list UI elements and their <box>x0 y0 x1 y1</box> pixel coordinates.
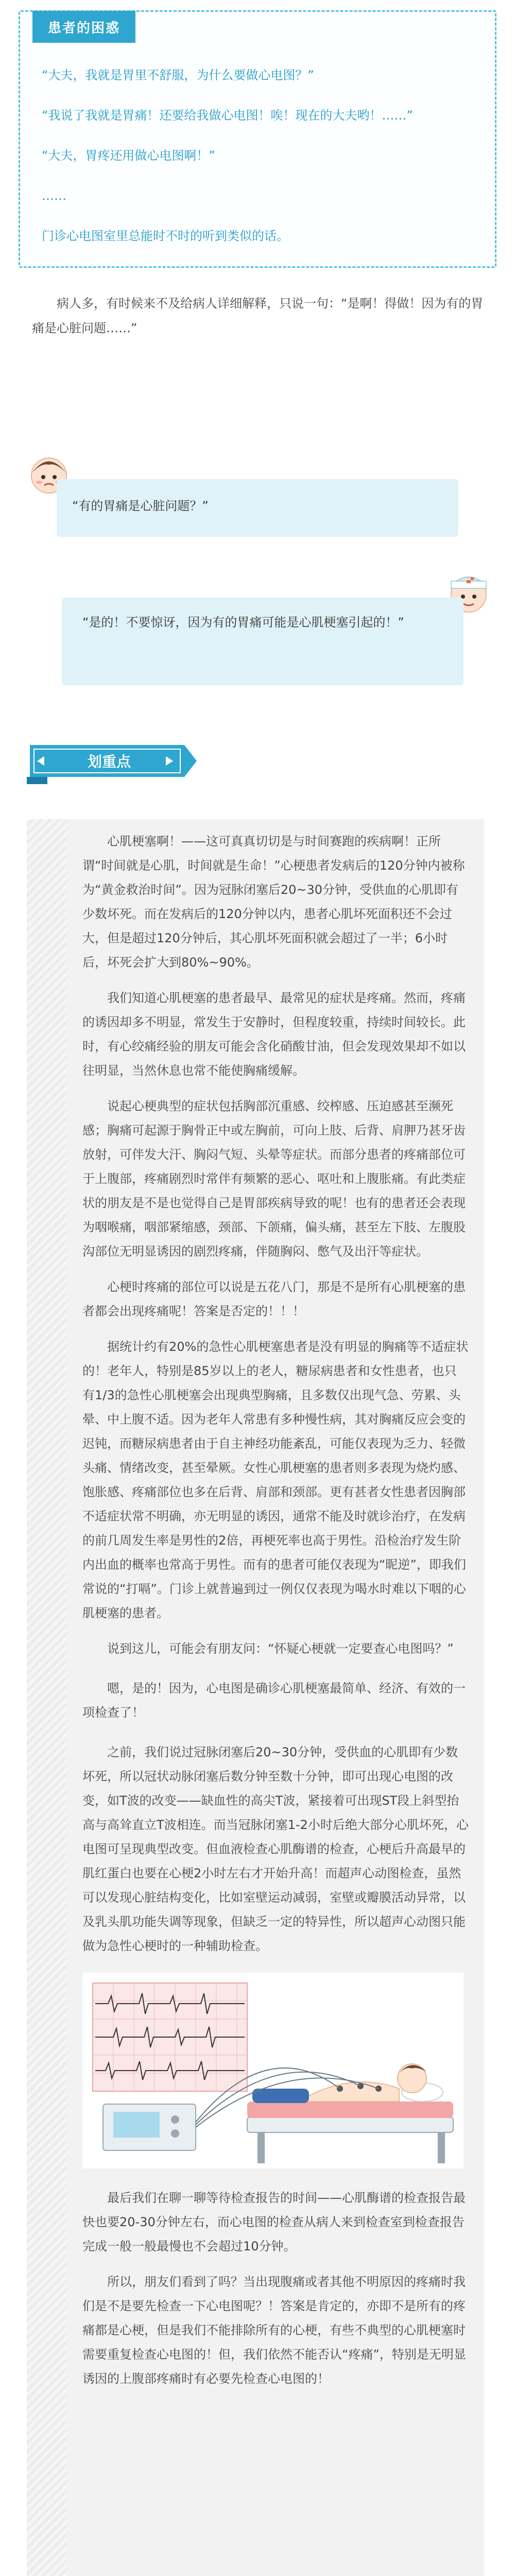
doctor-speech-bubble <box>62 598 464 685</box>
patient-speech-bubble <box>57 479 458 537</box>
article-side-stripe <box>27 819 67 2576</box>
quote-line: “大夫，胃疼还用做心电图啊！” <box>42 148 215 163</box>
doctor-answer: “是的！不要惊讶，因为有的胃痛可能是心肌梗塞引起的！” <box>82 615 404 630</box>
ecg-paper <box>93 1983 247 2091</box>
article-paragraph: 心梗时疼痛的部位可以说是五花八门，那是不是所有心肌梗塞的患者都会出现疼痛呢！答案是否定的！！！ <box>82 1280 466 1318</box>
section-title-banner <box>27 731 212 787</box>
section-title-text: 划重点 <box>87 753 131 770</box>
article-paragraph: 最后我们在聊一聊等待检查报告的时间——心肌酶谱的检查报告最快也要20-30分钟左右，而心电图的检查从病人来到检查室到检查报告完成一般一般最慢也不会超过10分钟。 <box>82 2191 466 2253</box>
article-paragraph: 所以，朋友们看到了吗？当出现腹痛或者其他不明原因的疼痛时我们是不是要先检查一下心电图呢？！答案是肯定的，亦即不是所有的疼痛都是心梗，但是我们不能排除所有的心梗，有些不典型的心肌梗塞时需要重复检查心电图的！但，我们依然不能否认“疼痛”，特别是无明显诱因的上腹部疼痛时有必要先检查心电图的！ <box>82 2275 466 2386</box>
ecg-illustration <box>82 1973 464 2168</box>
article-body <box>67 819 484 2576</box>
quote-lines <box>42 62 473 249</box>
ecg-machine <box>103 2104 196 2150</box>
article-paragraph: 说起心梗典型的症状包括胸部沉重感、绞榨感、压迫感甚至濒死感；胸痛可起源于胸骨正中或左胸前，可向上肢、后背、肩胛乃甚牙齿放射，可伴发大汗、胸闷气短、头晕等症状。而部分患者的疼痛部位可于上腹部，疼痛剧烈时常伴有频繁的恶心、呕吐和上腹胀痛。有此类症状的朋友是不是也觉得自己是胃部疾病导致的呢！也有的患者还会表现为咽喉痛，咽部紧缩感，颈部、下颌痛，偏头痛，甚至左下肢、左腹股沟部位无明显诱因的剧烈疼痛，伴随胸闷、憋气及出汗等症状。 <box>82 1099 466 1259</box>
article-paragraph: 说到这儿，可能会有朋友问：“怀疑心梗就一定要查心电图吗？” <box>107 1641 454 1656</box>
quote-line: “大夫，我就是胃里不舒服，为什么要做心电图？” <box>42 68 314 82</box>
patient-quotes-box <box>19 10 496 268</box>
patient-question: “有的胃痛是心脏问题？” <box>72 499 209 513</box>
article-paragraph: 心肌梗塞啊！——这可真真切切是与时间赛跑的疾病啊！正所谓“时间就是心肌，时间就是生命！”心梗患者发病后的120分钟内被称为“黄金救治时间”。因为冠脉闭塞后20~30分钟，受供血的心肌即有少数坏死。而在发病后的120分钟以内，患者心肌坏死面积还不会过大，但是超过120分钟后，其心肌坏死面积就会超过了一半；6小时后，坏死会扩大到80%~90%。 <box>82 834 465 970</box>
article-paragraph: 嗯，是的！因为，心电图是确诊心肌梗塞最简单、经济、有效的一项检查了！ <box>82 1681 466 1720</box>
quotes-tag: 患者的困惑 <box>32 11 135 43</box>
article-paragraph: 我们知道心肌梗塞的患者最早、最常见的症状是疼痛。然而，疼痛的诱因却多不明显，常发生于安静时，但程度较重，持续时间较长。此时，有心绞痛经验的朋友可能会含化硝酸甘油，但会发现效果却不如以往明显，当然休息也常不能使胸痛缓解。 <box>82 991 466 1078</box>
quote-line: “我说了我就是胃痛！还要给我做心电图！唉！现在的大夫哟！……” <box>42 108 413 123</box>
quote-line: 门诊心电图室里总能时不时的听到类似的话。 <box>42 229 289 243</box>
article-paragraph: 之前，我们说过冠脉闭塞后20~30分钟，受供血的心肌即有少数坏死，所以冠状动脉闭塞后数分钟至数十分钟，即可出现心电图的改变，如T波的改变——缺血性的高尖T波，紧接着可出现ST段上斜型抬高与高耸直立T波相连。而当冠脉闭塞1-2小时后绝大部分心肌坏死，心电图可呈现典型改变。但血液检查心肌酶谱的检查，心梗后升高最早的肌红蛋白也要在心梗2小时左右才开始升高！而超声心动图检查，虽然可以发现心脏结构变化，比如室壁运动减弱，室壁或瓣膜活动异常，以及乳头肌功能失调等现象，但缺乏一定的特异性，所以超声心动图只能做为急性心梗时的一种辅助检查。 <box>82 1745 469 1953</box>
article-paragraph: 据统计约有20%的急性心肌梗塞患者是没有明显的胸痛等不适症状的！老年人，特别是85岁以上的老人，糖尿病患者和女性患者，也只有1/3的急性心肌梗塞会出现典型胸痛，且多数仅出现气急、劳累、头晕、中上腹不适。因为老年人常患有多种慢性病，其对胸痛反应会变的迟钝，而糖尿病患者由于自主神经功能紊乱，可能仅表现为乏力、轻微头痛、情绪改变，甚至晕厥。女性心肌梗塞的患者则多表现为烧灼感、饱胀感、疼痛部位也多在后背、肩部和颈部。更有甚者女性患者因胸部不适症状常不明确，亦无明显的诱因，通常不能及时就诊治疗，在发病的前几周发生率是男性的2倍，再梗死率也高于男性。沿检治疗发生阶内出血的概率也常高于男性。而有的患者可能仅表现为“昵逆”，即我们常说的“打嗝”。门诊上就普遍到过一例仅仅表现为喝水时难以下咽的心肌梗塞的患者。 <box>82 1340 469 1620</box>
intro-paragraph: 病人多，有时候来不及给病人详细解释，只说一句：“是啊！得做！因为有的胃痛是心脏问题……” <box>32 296 484 335</box>
quote-line: …… <box>42 189 66 203</box>
